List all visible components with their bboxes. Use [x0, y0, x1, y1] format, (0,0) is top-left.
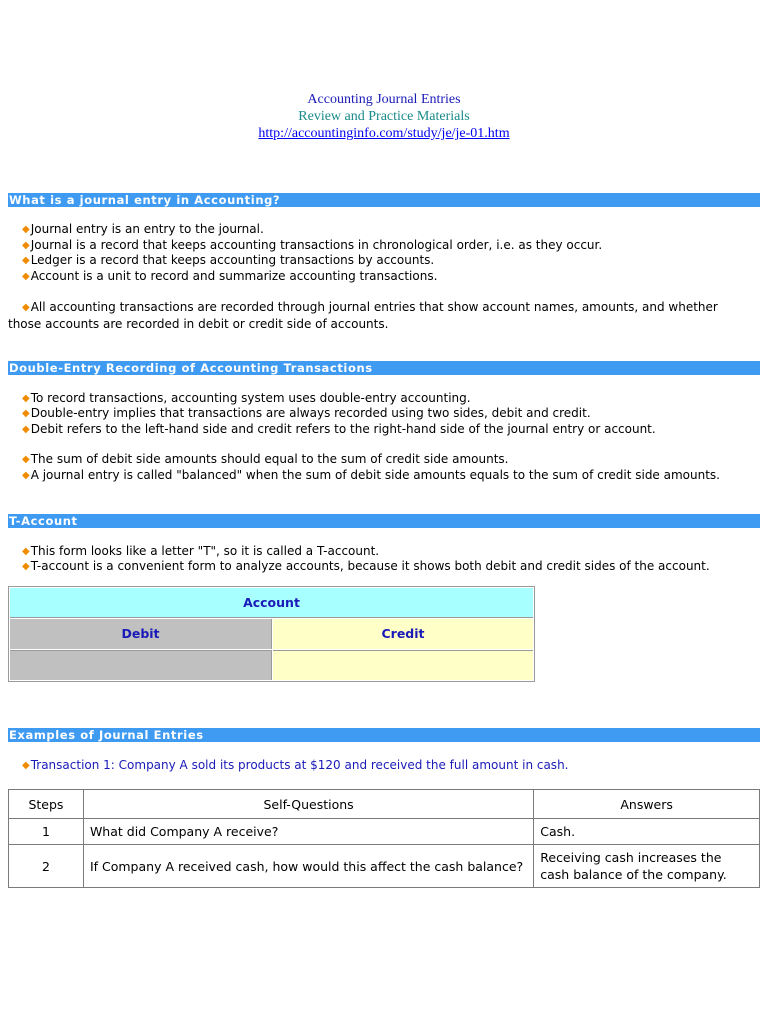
diamond-bullet-icon: ◆: [22, 224, 30, 235]
paragraph-journal-entries: ◆All accounting transactions are recorded through journal entries that show account names, amounts, and whether those accounts are recorded in debit or credit side of accounts.: [8, 300, 718, 331]
diamond-bullet-icon: ◆: [22, 271, 30, 282]
list-item: ◆The sum of debit side amounts should equal to the sum of credit side amounts.: [22, 452, 509, 466]
table-row: [9, 845, 760, 888]
table-row: [9, 819, 760, 845]
t-account-credit-label: Credit: [273, 619, 533, 649]
t-account-credit-side: [273, 650, 533, 680]
diamond-bullet-icon: ◆: [22, 424, 30, 435]
column-header-steps: Steps: [9, 790, 84, 819]
transaction-description: ◆Transaction 1: Company A sold its products at $120 and received the full amount in cash.: [22, 758, 569, 772]
column-header-answers: Answers: [534, 790, 760, 819]
section-heading-double-entry: Double-Entry Recording of Accounting Transactions: [8, 361, 760, 375]
diamond-bullet-icon: ◆: [22, 454, 30, 465]
diamond-bullet-icon: ◆: [22, 470, 30, 481]
list-item: ◆A journal entry is called "balanced" when the sum of debit side amounts equals to the sum of credit side amounts.: [22, 468, 720, 482]
diamond-bullet-icon: ◆: [22, 302, 30, 313]
diamond-bullet-icon: ◆: [22, 255, 30, 266]
t-account-debit-side: [10, 650, 272, 680]
list-item: ◆Journal is a record that keeps accounting transactions in chronological order, i.e. as they occur.: [22, 238, 603, 252]
t-account-diagram: [8, 586, 535, 682]
source-link[interactable]: http://accountinginfo.com/study/je/je-01.htm: [258, 126, 510, 141]
diamond-bullet-icon: ◆: [22, 760, 30, 771]
diamond-bullet-icon: ◆: [22, 240, 30, 251]
document-title: Accounting Journal Entries: [307, 92, 461, 107]
diamond-bullet-icon: ◆: [22, 546, 30, 557]
section-heading-t-account: T-Account: [8, 514, 760, 528]
step-number: 2: [9, 845, 84, 888]
diamond-bullet-icon: ◆: [22, 561, 30, 572]
list-item: ◆Debit refers to the left-hand side and credit refers to the right-hand side of the journal entry or account.: [22, 422, 656, 436]
t-account-debit-label: Debit: [10, 619, 272, 649]
table-header-row: [9, 790, 760, 819]
step-number: 1: [9, 819, 84, 845]
list-item: ◆This form looks like a letter "T", so it is called a T-account.: [22, 544, 380, 558]
diamond-bullet-icon: ◆: [22, 408, 30, 419]
document-subtitle: Review and Practice Materials: [298, 109, 470, 124]
document-header: [0, 91, 768, 142]
t-account-header: Account: [10, 588, 533, 618]
list-item: ◆Account is a unit to record and summarize accounting transactions.: [22, 269, 438, 283]
section-heading-journal-entry: What is a journal entry in Accounting?: [8, 193, 760, 207]
section-heading-examples: Examples of Journal Entries: [8, 728, 760, 742]
answer: Receiving cash increases the cash balance of the company.: [534, 845, 760, 888]
list-item: ◆Double-entry implies that transactions are always recorded using two sides, debit and credit.: [22, 406, 591, 420]
diamond-bullet-icon: ◆: [22, 393, 30, 404]
list-item: ◆Ledger is a record that keeps accounting transactions by accounts.: [22, 253, 435, 267]
column-header-self-questions: Self-Questions: [83, 790, 533, 819]
self-question: If Company A received cash, how would this affect the cash balance?: [83, 845, 533, 888]
list-item: ◆T-account is a convenient form to analyze accounts, because it shows both debit and credit sides of the account.: [22, 559, 710, 573]
self-question: What did Company A receive?: [83, 819, 533, 845]
answer: Cash.: [534, 819, 760, 845]
list-item: ◆To record transactions, accounting system uses double-entry accounting.: [22, 391, 471, 405]
list-item: ◆Journal entry is an entry to the journal.: [22, 222, 264, 236]
journal-example-table: [8, 789, 760, 888]
